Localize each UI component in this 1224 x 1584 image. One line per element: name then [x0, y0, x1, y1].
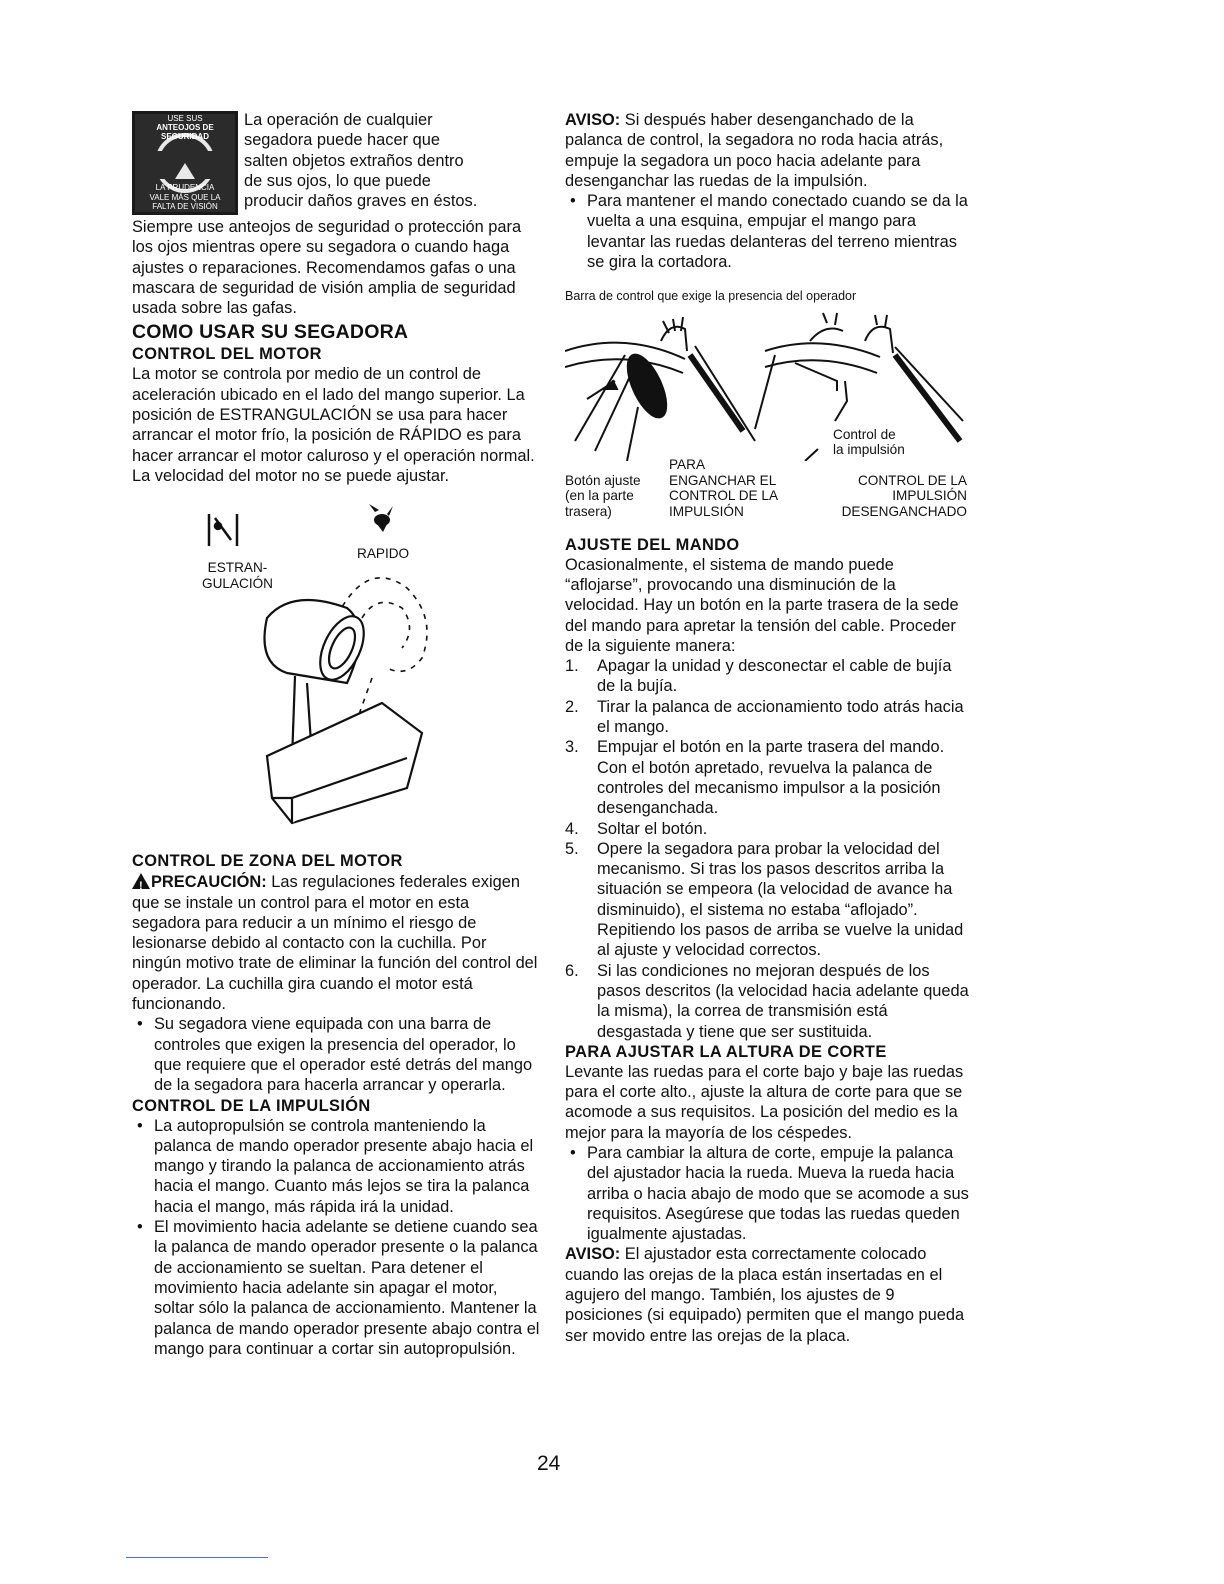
list-item	[565, 839, 970, 961]
fig-control-impulsion-label	[833, 427, 905, 458]
choke-icon	[209, 514, 237, 546]
fig-para-label-line1: PARA	[669, 456, 706, 472]
throttle-control-illustration	[197, 498, 497, 838]
list-item: • Su segadora viene equipada con una barra de controles que exigen la presencia del operador, lo que requiere que el operador esté detrás del mango de la segadora para hacerla arrancar y operarla.	[132, 1014, 540, 1095]
ajuste-steps-list	[565, 656, 970, 1042]
step-number: 6.	[565, 961, 579, 980]
list-item: • Para mantener el mando conectado cuando se da la vuelta a una esquina, empujar el mango para levantar las ruedas delanteras del terreno mientras se gira la cortadora.	[565, 191, 970, 272]
step-number: 1.	[565, 657, 579, 676]
fig-boton-line1: Botón ajuste	[565, 472, 641, 488]
impulsion-bullet-list	[132, 1116, 540, 1360]
aviso2-paragraph	[565, 1244, 970, 1345]
heading-ajuste-mando: AJUSTE DEL MANDO	[565, 535, 740, 554]
list-item	[565, 737, 970, 818]
list-item	[565, 697, 970, 738]
fig-boton-label	[565, 473, 641, 520]
fig-des-line1: CONTROL DE LA	[857, 472, 967, 488]
heading-zona-motor: CONTROL DE ZONA DEL MOTOR	[132, 852, 403, 871]
intro-line-5: producir daños graves en éstos.	[244, 192, 478, 211]
fig-estrangulacion-label	[202, 560, 273, 592]
step-text: Soltar el botón.	[597, 819, 708, 838]
step-text: Si las condiciones no mejoran después de los pasos descritos (la velocidad hacia adelante queda la misma), la correa de transmisión está desgastada y tiene que ser sustituida.	[597, 961, 969, 1041]
fig-control-line2: la impulsión	[833, 442, 905, 458]
left-column	[132, 110, 540, 1359]
step-number: 2.	[565, 697, 579, 716]
intro-line-4: de sus ojos, lo que puede	[244, 171, 431, 190]
badge-bottom-line1: LA PRUDENCIA	[155, 183, 215, 192]
fig-para-line2: ENGANCHAR EL	[669, 472, 777, 488]
step-text: Empujar el botón en la parte trasera del mando. Con el botón apretado, revuelva la palanca de controles del mecanismo impulsor a la posición desenganchada.	[597, 738, 945, 818]
aviso1-paragraph	[565, 110, 970, 191]
heading-control-impulsion: CONTROL DE LA IMPULSIÓN	[132, 1096, 371, 1115]
footer-rule	[126, 1557, 268, 1558]
badge-top-line1: USE SUS	[167, 114, 203, 123]
heading-control-motor: CONTROL DEL MOTOR	[132, 345, 322, 364]
badge-bottom-text	[136, 183, 234, 212]
list-item	[565, 961, 970, 1042]
figure-caption: Barra de control que exige la presencia del operador	[565, 289, 857, 304]
list-item	[565, 656, 970, 697]
drive-control-figure	[565, 307, 970, 522]
fig-boton-line2: (en la parte	[565, 488, 634, 504]
badge-top-text	[136, 114, 234, 141]
precaucion-paragraph	[132, 871, 540, 1014]
aviso1-text: Si después haber desenganchado de la palanca de control, la segadora no roda hacia atrás, empuje la segadora un poco hacia adelante para desenganchar las ruedas de la impulsión.	[565, 111, 944, 190]
fig-estran-line1: ESTRAN-	[207, 560, 268, 576]
intro-line-2: segadora puede hacer que	[244, 131, 440, 150]
altura-paragraph: Levante las ruedas para el corte bajo y baje las ruedas para el corte alto., ajuste la altura de corte para que se acomode a sus requisitos. La posición del medio es la mejor para la mayoría de los céspedes.	[565, 1062, 964, 1142]
fig-para-label	[669, 473, 778, 520]
intro-line-3: salten objetos extraños dentro	[244, 151, 464, 170]
aviso1-bullet-list	[565, 191, 970, 272]
step-text: Tirar la palanca de accionamiento todo atrás hacia el mango.	[597, 697, 964, 737]
safety-glasses-badge	[132, 111, 238, 215]
motor-paragraph: La motor se controla por medio de un control de aceleración ubicado en el lado del mango superior. La posición de ESTRANGULACIÓN se usa para hacer arrancar el motor frío, la posición de RÁPIDO es para hacer arrancar el motor caluroso y el operación normal. La velocidad del motor no se puede ajustar.	[132, 365, 535, 485]
aviso1-label: AVISO:	[565, 111, 621, 129]
page-number: 24	[537, 1452, 561, 1475]
badge-bottom-line2: VALE MÁS QUE LA	[149, 192, 221, 202]
step-text: Opere la segadora para probar la velocidad del mecanismo. Si tras los pasos descritos arriba la situación se empeora (la velocidad de avance ha disminuido), el sistema no estaba “aflojado”. Repitiendo los pasos de arriba se vuelve la unidad al ajuste y velocidad correctos.	[597, 839, 964, 960]
intro-paragraph: Siempre use anteojos de seguridad o protección para los ojos mientras opere su segadora o cuando haga ajustes o reparaciones. Recomendamos gafas o una mascara de seguridad de visión amplia de seguridad usada sobre las gafas.	[132, 218, 522, 318]
list-item	[565, 819, 970, 839]
list-item: • La autopropulsión se controla manteniendo la palanca de mando operador presente abajo hacia el mango y tirando la palanca de accionamiento atrás hacia el mango. Cuanto más lejos se tira la palanca hacia el mango, más rápida irá la unidad.	[132, 1116, 540, 1217]
fig-para-line4: IMPULSIÓN	[669, 503, 744, 519]
heading-como-usar: COMO USAR SU SEGADORA	[132, 321, 409, 344]
right-column	[565, 110, 970, 1346]
step-number: 3.	[565, 738, 579, 757]
heading-altura-corte: PARA AJUSTAR LA ALTURA DE CORTE	[565, 1042, 887, 1061]
fig-control-line1: Control de	[833, 426, 896, 442]
fig-des-line2: IMPULSIÓN	[892, 488, 967, 504]
list-item: • El movimiento hacia adelante se detiene cuando sea la palanca de mando operador presente o la palanca de accionamiento se sueltan. Para detener el movimiento hacia adelante sin apagar el motor, soltar sólo la palanca de accionamiento. Mantener la palanca de mando operador presente abajo contra el mango para continuar a cortar sin autopropulsión.	[132, 1217, 540, 1359]
fig-estran-line2: GULACIÓN	[202, 576, 274, 592]
fig-des-line3: DESENGANCHADO	[841, 503, 967, 519]
badge-top-line3: SEGURIDAD	[160, 132, 209, 141]
aviso2-text: El ajustador esta correctamente colocado cuando las orejas de la placa están insertadas en el agujero del mango. También, los ajustes de 9 posiciones (si equipado) permiten que el mango pueda ser movido entre las orejas de la placa.	[565, 1245, 965, 1345]
zona-bullet-list	[132, 1014, 540, 1095]
fig-para-line3: CONTROL DE LA	[669, 488, 779, 504]
throttle-figure	[132, 498, 540, 848]
fig-desenganchado-label	[827, 473, 967, 520]
step-number: 4.	[565, 819, 579, 838]
intro-line-1: La operación de cualquier	[244, 111, 433, 129]
step-text: Apagar la unidad y desconectar el cable de bujía de la bujía.	[597, 657, 952, 696]
badge-top-line2: ANTEOJOS DE	[156, 123, 214, 132]
badge-bottom-line3: FALTA DE VISIÓN	[152, 202, 218, 211]
list-item: • Para cambiar la altura de corte, empuje la palanca del ajustador hacia la rueda. Mueva la rueda hacia arriba o hacia abajo de modo que se acomode a sus requisitos. Asegúrese que todas las ruedas queden igualmente ajustadas.	[565, 1143, 970, 1244]
ajuste-paragraph: Ocasionalmente, el sistema de mando puede “aflojarse”, provocando una disminución de la velocidad. Hay un botón en la parte trasera de la sede del mando para apretar la tensión del cable. Proceder de la siguiente manera:	[565, 555, 959, 655]
step-number: 5.	[565, 839, 579, 858]
fig-boton-line3: trasera)	[565, 503, 612, 519]
drive-control-illustration	[565, 311, 965, 461]
altura-bullet-list	[565, 1143, 970, 1244]
warning-triangle-icon	[132, 873, 150, 889]
rabbit-icon	[369, 504, 393, 532]
precaucion-text: Las regulaciones federales exigen que se instale un control para el motor en esta segadora para reducir a un mínimo el riesgo de lesionarse debido al contacto con la cuchilla. Por ningún motivo trate de eliminar la función del control del operador. La cuchilla gira cuando el motor está funcionando.	[132, 873, 538, 1014]
aviso2-label: AVISO:	[565, 1245, 621, 1264]
fig-rapido-label: RAPIDO	[357, 546, 410, 562]
precaucion-label: PRECAUCIÓN:	[151, 873, 267, 892]
